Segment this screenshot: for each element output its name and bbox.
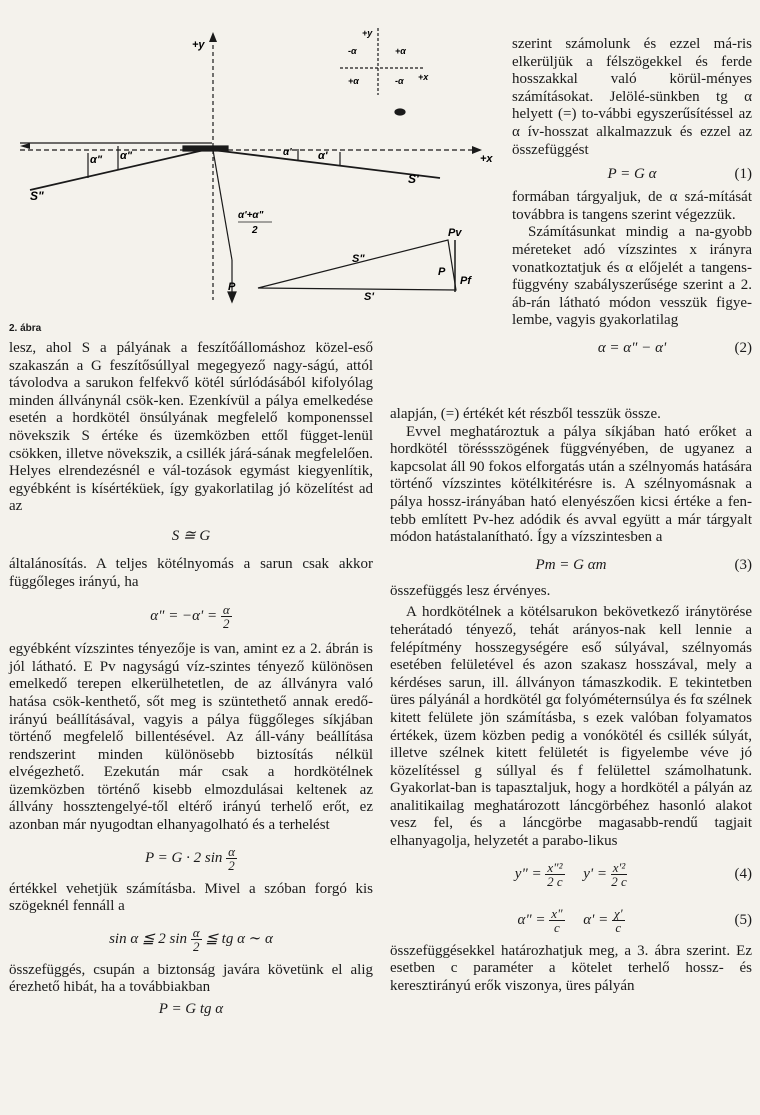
right-paragraph-5: Evvel meghatároztuk a pálya síkjában ható erőket a hordkötél töréssszögének függvényében, de ugyanez a kapcsolat áll 90 fokos elforgatás után a szélnyomás hatására történő vízszintes kötélkitérésre is. A szélnyomásnak a pálya hossz-irányában ható elenyészően kicsi értéke a fen-tebb említett Pv-hez adódik és avval együtt a már tárgyalt módon hatástalanítható. Így a vízszintesben a [390, 423, 752, 546]
equation-p-tg: P = G tg α [158, 1001, 224, 1018]
label-quad-br: -α [395, 76, 404, 86]
right-paragraph-7: A hordkötélnek a kötélsarukon bekövetkező iránytörése teherátadó tényező, tehát arányos-nak kell lennie a felépítmény hosszegységére eső súlyával, szélnyomás esetében felületével és azon szakasz hosszával, mely a kérdéses sarun, ill. állványon támaszkodik. E tekintetben üres pályánál a hordkötél gα folyóméternsúlya és fα szélnek kitett felülete jön számításba, s ezek valóban folyamatos értékek, üzem közben pedig a vonókötél és csillék súlyát, illetve szélnek kitett felületét is figyelembe véve jó közelítéssel g súllyal és f felülettel számolhatunk. Gyakorlat-ban is tapasztaljuk, hogy a hordkötél a pályán az analitikailag meghatározott láncgörbéhez hasonló alakot vesz fel, és a láncgörbe magasabb-rendű tagjait elhanyagolja, helyzetét a parabo-likus [390, 604, 752, 850]
label-half-den: 2 [252, 225, 258, 236]
label-tri-s-pp: S" [352, 253, 365, 265]
left-column [9, 340, 373, 1021]
label-tri-p: P [438, 266, 446, 278]
right-paragraph-2: formában tárgyaljuk, de α szá-mítását továbbra is tangens szerint végezzük. [512, 189, 752, 223]
label-tri-s-p: S' [364, 291, 374, 303]
label-s-p: S' [408, 172, 419, 186]
right-paragraph-4: alapján, (=) értékét két részből tesszük össze. [390, 406, 661, 422]
right-paragraph-1: szerint számolunk és ezzel má-ris elkerüljük a félszögekkel és ferde hosszakkal való körül-ményes számításokat. Jelölé-sünkben tg α helyett (=) to-vábbi egyszerűsítéssel az α ív-hosszat alkalmazzuk és ezzel az összefüggést [512, 36, 752, 158]
equation-2: α = α" − α' (2) [597, 339, 752, 356]
equation-p-sin: P = G · 2 sin $\frac{\alpha}{2}$ [145, 843, 235, 873]
left-paragraph-4: értékkel vehetjük számításba. Mivel a szóban forgó kis szögeknél fennáll a [9, 880, 373, 915]
equation-3: Pm = G αm (3) [535, 556, 752, 573]
equation-5: α" = $\frac{x"}{c}$ α' = $\frac{\chi'}{c}$ (5) [517, 905, 752, 935]
left-paragraph-1: lesz, ahol S a pályának a feszítőállomáshoz közel-eső szakaszán a G feszítősúllyal megegyező nagy-ságú, attól távolodva a sarukon felfekvő kötél súrlódásából kifolyólag minden állványnál csök-ken. Ezenkívül a pálya emelkedése esetén a hordkötél önsúlyának megfelelő komponenssel növekszik S értéke és üzemközben ettől függet-lenül csökken, illetve növekszik, a csillék járá-sának megfelelően. Helyes elrendezésnél e vál-tozások egymást kiegyenlítik, egyébként is kísértéküek, így gyakorlatilag jó közelítést ad az [9, 340, 373, 515]
label-x: +x [480, 153, 493, 165]
label-alpha-pp-2: α" [120, 150, 133, 162]
equation-half-angle: α" = −α' = $\frac{\alpha}{2}$ [150, 602, 230, 632]
equation-1: P = G α (1) [607, 166, 752, 183]
label-s-pp: S" [30, 189, 44, 203]
label-y: +y [192, 39, 205, 51]
right-paragraph-6: összefüggés lesz érvényes. [390, 582, 551, 599]
label-quad-bl: +α [348, 76, 359, 86]
figure-2 [0, 0, 500, 335]
label-pv: Pv [448, 227, 462, 239]
equation-4: y" = $\frac{\text{x"²}}{2 c}$ y' = $\frac{\text{x'²}}{2 c}$ (4) [514, 859, 752, 889]
label-alpha-pp-1: α" [90, 154, 103, 166]
right-paragraph-3: Számításunkat mindig a na-gyobb méreteket adó vízszintes x irányra vonatkoztatjuk és α előjelét a tangens-függvény szabályszerűsége szerint a 2. áb-rán látható módon vesszük figye-lembe, vagyis gyakorlatilag [512, 224, 752, 329]
right-paragraph-8: összefüggésekkel határozhatjuk meg, a 3. ábra szerint. Ez esetben c paraméter a kötelet terhelő hossz- és keresztirányú erők viszonya, üres pályán [390, 942, 752, 994]
label-quad-tl: -α [348, 46, 357, 56]
force-triangle [258, 240, 456, 290]
left-paragraph-2: általánosítás. A teljes kötélnyomás a sarun csak akkor függőleges irányú, ha [9, 555, 373, 590]
label-pf: Pf [460, 275, 471, 287]
equation-sin-approx: sin α ≦ 2 sin $\frac{\alpha}{2}$ ≦ tg α ∼ α [109, 924, 273, 954]
right-column-bottom [390, 406, 752, 995]
left-paragraph-3: egyébként vízszintes tényezője is van, amint ez a 2. ábrán is jól látható. E Pv nagyságú víz-szintes tényező különösen emelkedő terepen elkerülhetetlen, de az állványra való hatása csök-kenthető, sőt meg is szüntethető annak eredő-irányú beállításával, vagyis a pálya függőleges síkjában történő megfelelő billentésével. Az áll-vány beállítása rendszerint minden különösebb biztosítás nélkül elvégezhető. Ezekután már csak a hordkötélnek üzemközben történő kisebb elmozdulásai keltenek az állvány hossztengelyé-től eltérő irányú terhelő erőt, ez azonban már nyugodtan elhanyagolható és a terhelést [9, 641, 373, 834]
left-paragraph-5: összefüggés, csupán a biztonság javára követünk el alig érezhető hibát, ha a továbbiakban [9, 961, 373, 996]
label-p-arrow: P [228, 281, 236, 293]
equation-s-approx-g: S ≅ G [171, 527, 211, 544]
label-half-angle: α'+α" [238, 210, 264, 221]
right-column-top [512, 36, 752, 366]
figure-caption: 2. ábra [9, 323, 42, 334]
label-quad-tr: +α [395, 46, 406, 56]
label-alpha-p-2: α' [318, 150, 328, 162]
label-xi: +x [418, 72, 429, 82]
label-alpha-p-1: α' [283, 147, 292, 158]
label-yi: +y [362, 28, 373, 38]
